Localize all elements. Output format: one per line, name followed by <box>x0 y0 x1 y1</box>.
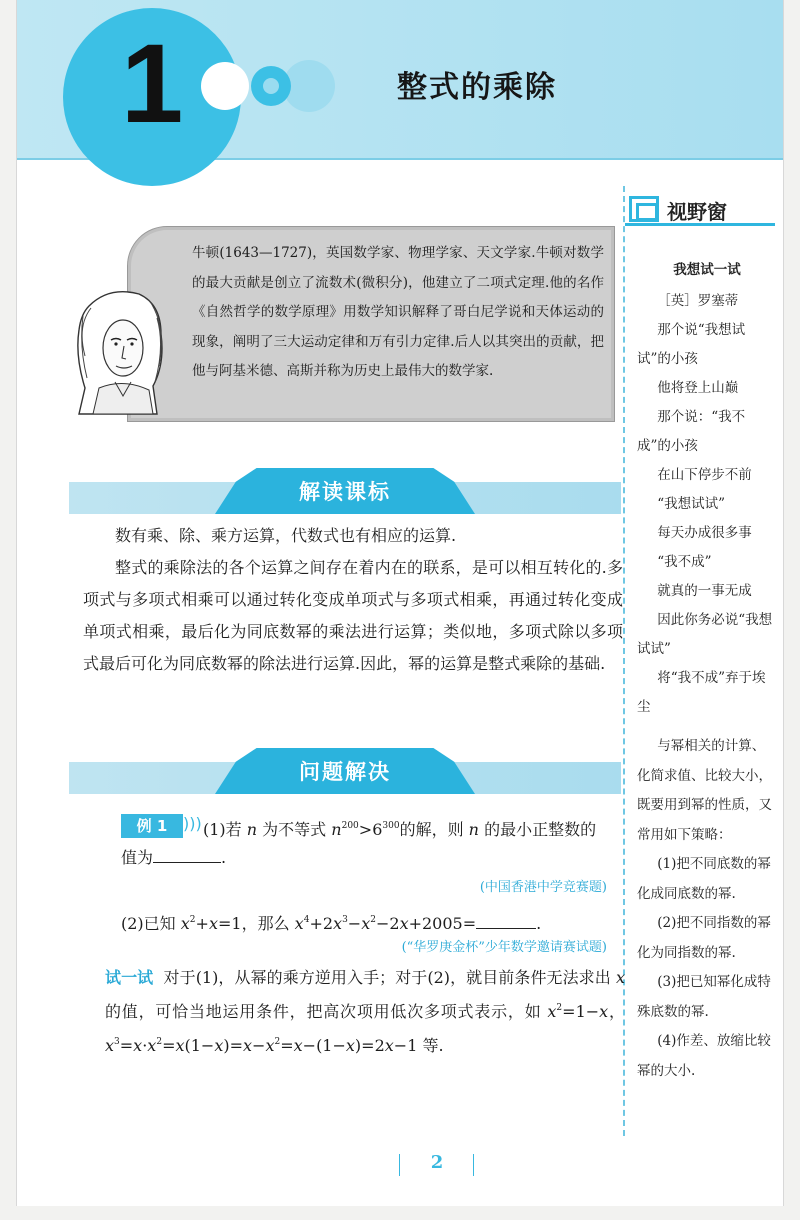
sidebar-title: 视野窗 <box>667 200 727 224</box>
poem-line: 那个说：“我不成”的小孩 <box>637 409 746 454</box>
poem-line: “我想试试” <box>657 496 726 512</box>
textbook-page <box>16 0 784 1206</box>
question-2: (2)已知 $x^2+x=1$，那么 $x^4+2x^3-x^2-2x+2005=$ . <box>121 914 542 933</box>
poem-line: 就真的一事无成 <box>657 583 752 599</box>
chapter-title: 整式的乘除 <box>397 70 557 105</box>
note-line: (1)把不同底数的幂化成同底数的幂. <box>637 856 771 902</box>
hint-paragraph: 试一试 对于(1)，从幂的乘方逆用入手；对于(2)，就目前条件无法求出 x 的值，可恰当地运用条件，把高次项用低次多项式表示，如 $x^2=1-x$，$x^3=x\cdot x^2=x(1-x)=x-x^2=x-(1-x)=2x-1$ 等. <box>105 968 625 1055</box>
note-line: (3)把已知幂化成特殊底数的幂. <box>637 974 771 1020</box>
poem-line: ［英］罗塞蒂 <box>657 293 739 309</box>
decor-circle-blue <box>251 66 291 106</box>
poem-line: 他将登上山巅 <box>657 380 739 396</box>
poem <box>637 256 777 722</box>
biography-text: 牛顿(1643—1727)，英国数学家、物理学家、天文学家.牛顿对数学的最大贡献是创立了流数术(微积分)，他建立了二项式定理.他的名作《自然哲学的数学原理》用数学知识解释了哥白尼学说和天体运动的现象，阐明了三大运动定律和万有引力定律.后人以其突出的贡献，把他与阿基米德、高斯并称为历史上最伟大的数学家. <box>192 245 604 379</box>
footer-divider <box>473 1154 474 1176</box>
poem-line: “我不成” <box>657 554 712 570</box>
section-banner-curriculum <box>69 482 621 514</box>
hint-tag: 试一试 <box>105 968 154 987</box>
note-line: (4)作差、放缩比较幂的大小. <box>637 1033 771 1079</box>
poem-line: 那个说“我想试试”的小孩 <box>637 322 746 367</box>
note-line: (2)把不同指数的幂化为同指数的幂. <box>637 915 771 961</box>
biography-box <box>127 226 615 422</box>
poem-line: 在山下停步不前 <box>657 467 752 483</box>
page-number: 2 <box>430 1152 444 1173</box>
chapter-number: 1 <box>121 21 184 146</box>
section-title: 问题解决 <box>299 760 391 784</box>
curriculum-text <box>83 520 623 680</box>
question-source: (“华罗庚金杯”少年数学邀请赛试题) <box>401 940 607 955</box>
question-1: (1)若 n 为不等式 $n^{200}>6^{300}$的解，则 n 的最小正整数的 <box>203 820 597 839</box>
page-footer <box>397 1150 477 1180</box>
poem-line: 将“我不成”弃于埃尘 <box>637 670 766 715</box>
spiral-icon <box>629 196 659 222</box>
question-source: (中国香港中学竞赛题) <box>479 880 607 895</box>
sidebar-panel <box>623 186 784 1136</box>
poem-line: 每天办成很多事 <box>657 525 752 541</box>
note-line: 与幂相关的计算、化简求值、比较大小，既要用到幂的性质，又常用如下策略： <box>637 738 772 843</box>
sidebar-note <box>637 732 777 1086</box>
signal-icon: ))) <box>183 814 202 833</box>
answer-blank <box>153 849 221 863</box>
sidebar-header <box>625 192 775 226</box>
poem-line: 因此你务必说“我想试试” <box>637 612 773 657</box>
paragraph: 数有乘、除、乘方运算，代数式也有相应的运算. <box>115 526 457 545</box>
newton-portrait <box>69 286 173 416</box>
paragraph: 整式的乘除法的各个运算之间存在着内在的联系，是可以相互转化的.多项式与多项式相乘可以通过转化变成单项式与多项式相乘，再通过转化变成单项式相乘，最后化为同底数幂的乘法进行运算；类似地，多项式除以多项式最后可化为同底数幂的除法进行运算.因此，幂的运算是整式乘除的基础. <box>83 558 623 673</box>
question-1-cont: 值为 . <box>121 848 227 867</box>
decor-circle-white <box>201 62 249 110</box>
poem-title: 我想试一试 <box>673 262 741 278</box>
section-banner-problems <box>69 762 621 794</box>
answer-blank <box>476 915 536 929</box>
example-label: 例 1 <box>121 814 183 838</box>
section-title: 解读课标 <box>299 480 391 504</box>
